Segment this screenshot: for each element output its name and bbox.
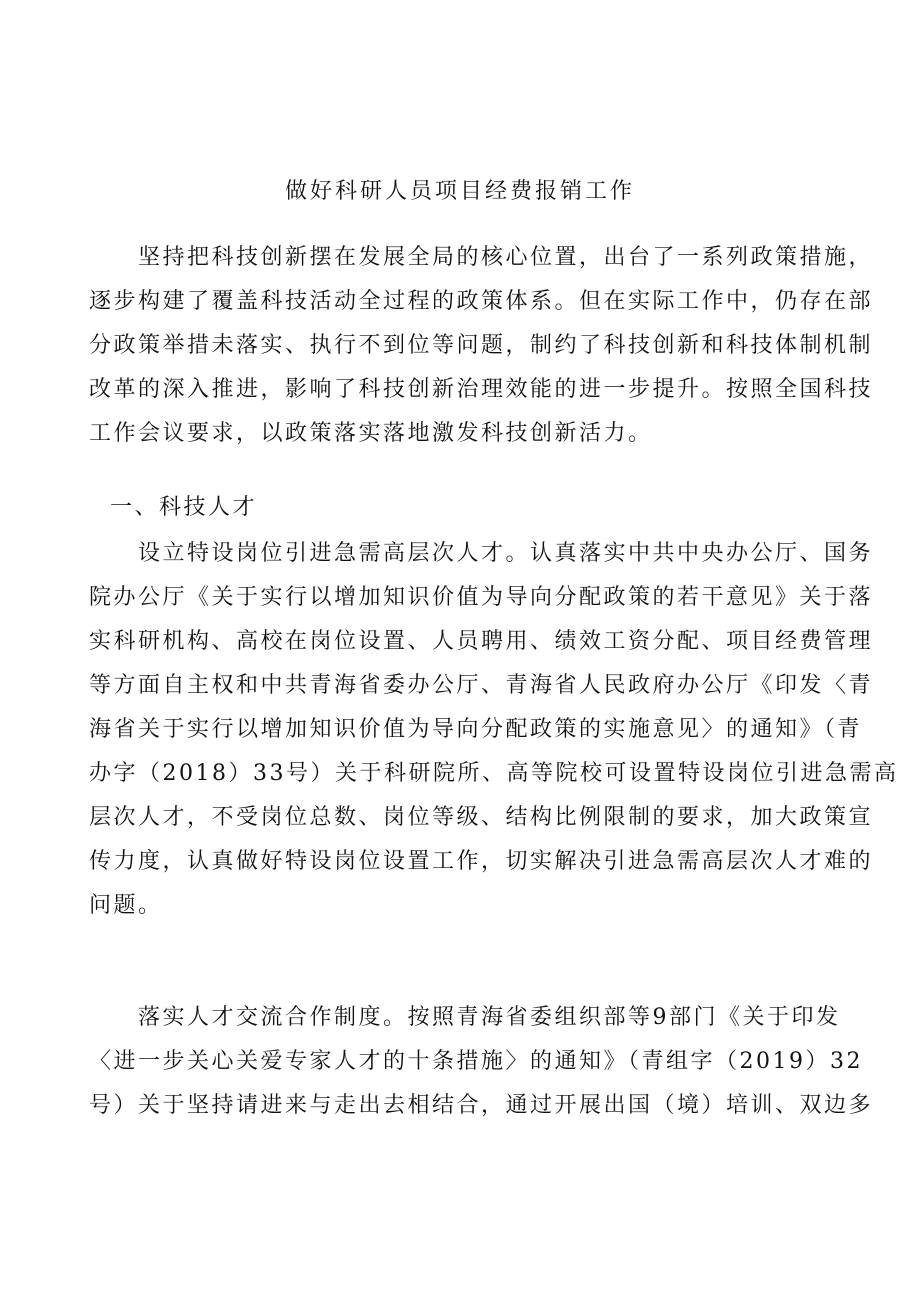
paragraph-line: 设立特设岗位引进急需高层次人才。认真落实中共中央办公厅、国务 bbox=[89, 541, 874, 566]
intro-paragraph bbox=[89, 236, 874, 456]
paragraph-line: 落实人才交流合作制度。按照青海省委组织部等9部门《关于印发 bbox=[89, 1005, 841, 1030]
paragraph-line: 坚持把科技创新摆在发展全局的核心位置，出台了一系列政策措施， bbox=[89, 245, 874, 270]
paragraph-line: 实科研机构、高校在岗位设置、人员聘用、绩效工资分配、项目经费管理 bbox=[89, 629, 874, 654]
paragraph-line: 分政策举措未落实、执行不到位等问题，制约了科技创新和科技体制机制 bbox=[89, 333, 874, 358]
paragraph-line: 办字（2018）33号）关于科研院所、高等院校可设置特设岗位引进急需高 bbox=[89, 761, 899, 786]
paragraph-line: 逐步构建了覆盖科技活动全过程的政策体系。但在实际工作中，仍存在部 bbox=[89, 289, 874, 314]
paragraph-line: 〈进一步关心关爱专家人才的十条措施〉的通知》（青组字（2019）32 bbox=[89, 1049, 863, 1074]
paragraph-line: 层次人才，不受岗位总数、岗位等级、结构比例限制的要求，加大政策宣 bbox=[89, 805, 874, 830]
paragraph-line: 传力度，认真做好特设岗位设置工作，切实解决引进急需高层次人才难的 bbox=[89, 849, 874, 874]
paragraph-line: 工作会议要求，以政策落实落地激发科技创新活力。 bbox=[89, 421, 653, 446]
paragraph-line: 等方面自主权和中共青海省委办公厅、青海省人民政府办公厅《印发〈青 bbox=[89, 673, 874, 698]
talent-exchange-paragraph bbox=[89, 996, 874, 1128]
paragraph-line: 院办公厅《关于实行以增加知识价值为导向分配政策的若干意见》关于落 bbox=[89, 585, 874, 610]
paragraph-line: 号）关于坚持请进来与走出去相结合，通过开展出国（境）培训、双边多 bbox=[89, 1093, 874, 1118]
paragraph-line: 海省关于实行以增加知识价值为导向分配政策的实施意见〉的通知》（青 bbox=[89, 717, 863, 742]
paragraph-line: 改革的深入推进，影响了科技创新治理效能的进一步提升。按照全国科技 bbox=[89, 377, 874, 402]
document-title: 做好科研人员项目经费报销工作 bbox=[284, 179, 635, 204]
paragraph-line: 问题。 bbox=[89, 893, 163, 918]
special-post-paragraph bbox=[89, 532, 899, 928]
section-heading: 一、科技人才 bbox=[110, 495, 258, 520]
